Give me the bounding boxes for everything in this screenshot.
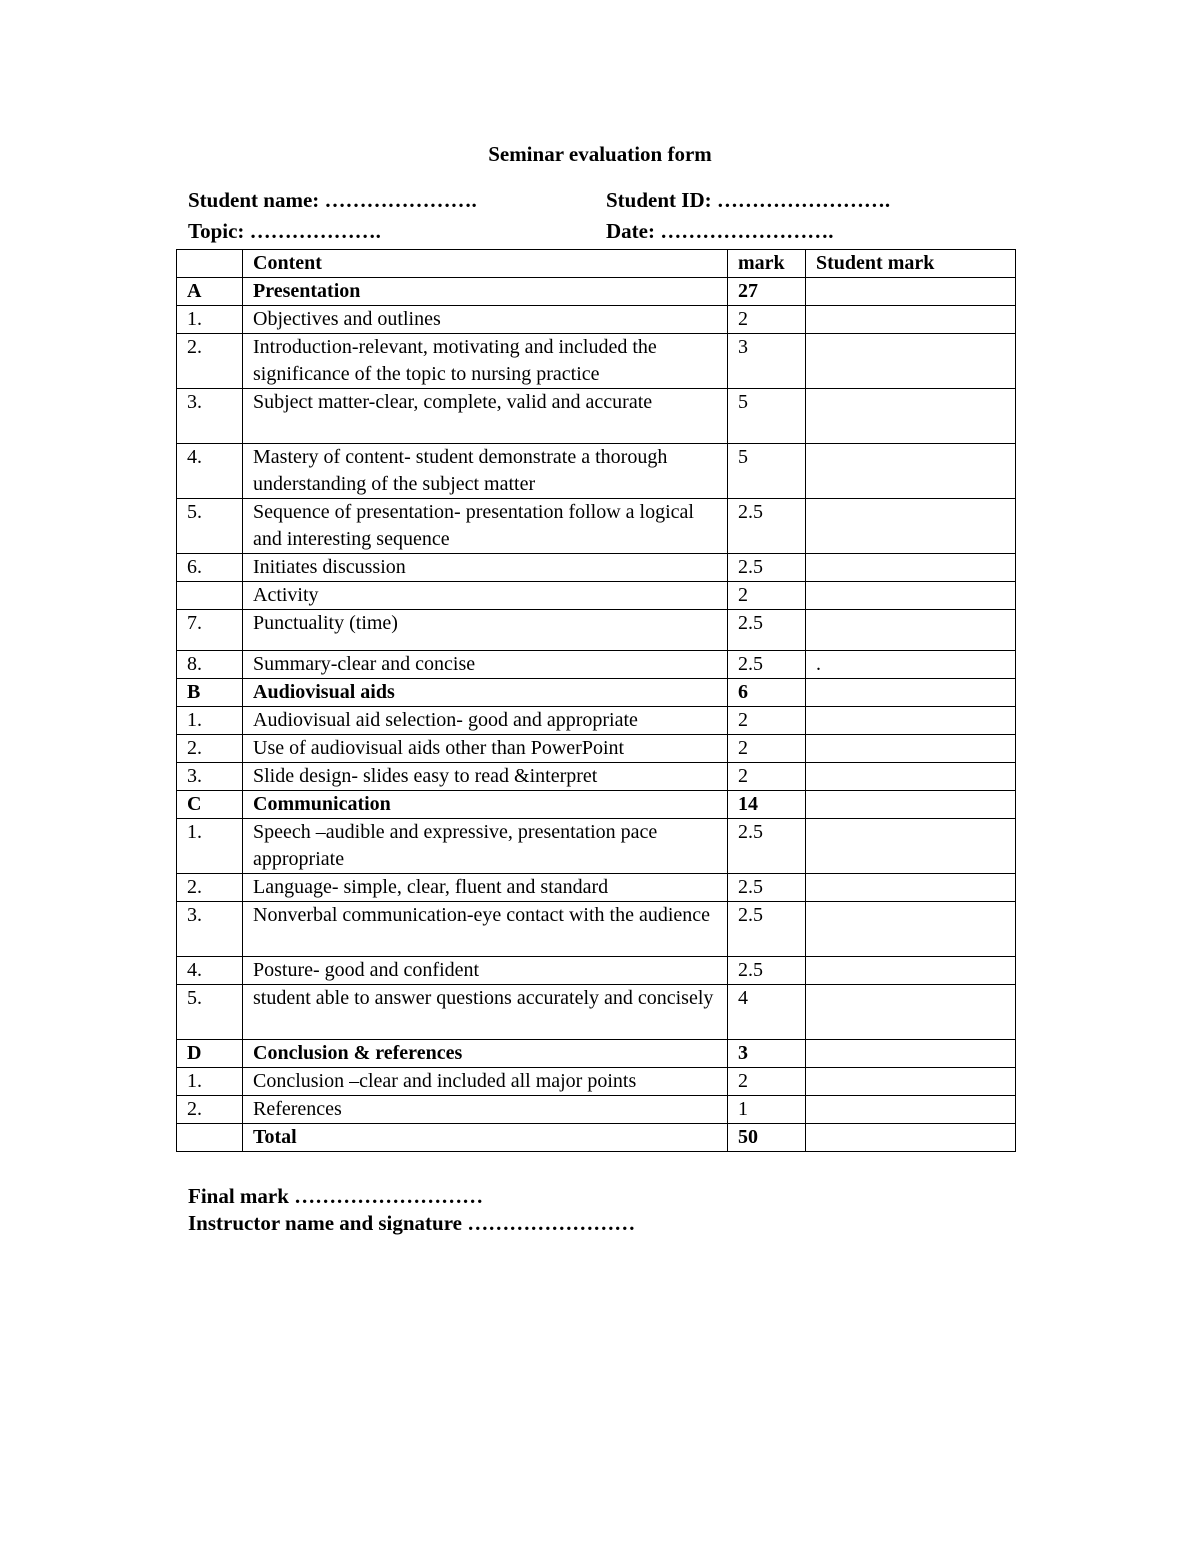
row-student-mark[interactable]	[806, 610, 1016, 651]
row-content: Activity	[243, 582, 728, 610]
table-row	[177, 610, 1016, 651]
row-mark: 27	[728, 278, 806, 306]
row-content: Language- simple, clear, fluent and standard	[243, 874, 728, 902]
student-name-field: Student name: ………………….	[188, 188, 477, 212]
row-content: Presentation	[243, 278, 728, 306]
row-mark: 2.5	[728, 610, 806, 651]
row-student-mark[interactable]	[806, 306, 1016, 334]
row-student-mark[interactable]	[806, 1040, 1016, 1068]
row-content: student able to answer questions accurately and concisely	[243, 985, 728, 1040]
table-row	[177, 582, 1016, 610]
table-row	[177, 791, 1016, 819]
row-content: Nonverbal communication-eye contact with the audience	[243, 902, 728, 957]
row-mark: 4	[728, 985, 806, 1040]
header-student-mark: Student mark	[806, 250, 1016, 278]
row-number: 3.	[177, 389, 243, 444]
table-row	[177, 1096, 1016, 1124]
row-content: Communication	[243, 791, 728, 819]
row-mark: 2	[728, 735, 806, 763]
table-row	[177, 763, 1016, 791]
row-mark: 14	[728, 791, 806, 819]
row-content: Total	[243, 1124, 728, 1152]
row-mark: 5	[728, 389, 806, 444]
row-student-mark[interactable]	[806, 902, 1016, 957]
table-row	[177, 735, 1016, 763]
row-number: 1.	[177, 707, 243, 735]
row-student-mark[interactable]	[806, 334, 1016, 389]
row-student-mark[interactable]	[806, 763, 1016, 791]
table-row	[177, 1068, 1016, 1096]
table-row	[177, 707, 1016, 735]
row-student-mark[interactable]	[806, 499, 1016, 554]
row-number	[177, 1124, 243, 1152]
row-number: 5.	[177, 499, 243, 554]
row-number	[177, 582, 243, 610]
row-content: Use of audiovisual aids other than PowerPoint	[243, 735, 728, 763]
row-mark: 5	[728, 444, 806, 499]
row-content: Conclusion –clear and included all major points	[243, 1068, 728, 1096]
table-row	[177, 819, 1016, 874]
row-student-mark[interactable]	[806, 278, 1016, 306]
row-mark: 2.5	[728, 819, 806, 874]
row-student-mark[interactable]	[806, 1124, 1016, 1152]
row-content: Sequence of presentation- presentation follow a logical and interesting sequence	[243, 499, 728, 554]
row-content: Mastery of content- student demonstrate a thorough understanding of the subject matter	[243, 444, 728, 499]
table-row	[177, 306, 1016, 334]
table-row	[177, 389, 1016, 444]
row-mark: 2	[728, 1068, 806, 1096]
row-number: 4.	[177, 957, 243, 985]
row-number: 2.	[177, 874, 243, 902]
topic-field: Topic: ……………….	[188, 219, 381, 243]
row-number: 1.	[177, 1068, 243, 1096]
header-content: Content	[243, 250, 728, 278]
table-header-row	[177, 250, 1016, 278]
table-row	[177, 874, 1016, 902]
row-student-mark[interactable]	[806, 679, 1016, 707]
table-row	[177, 957, 1016, 985]
row-number: A	[177, 278, 243, 306]
row-student-mark[interactable]	[806, 1068, 1016, 1096]
row-content: Initiates discussion	[243, 554, 728, 582]
row-number: 7.	[177, 610, 243, 651]
table-row	[177, 985, 1016, 1040]
row-number: 2.	[177, 735, 243, 763]
row-mark: 3	[728, 334, 806, 389]
row-student-mark[interactable]	[806, 957, 1016, 985]
table-row	[177, 651, 1016, 679]
date-field: Date: …………………….	[606, 219, 834, 243]
table-row	[177, 334, 1016, 389]
row-content: Slide design- slides easy to read &interpret	[243, 763, 728, 791]
row-content: References	[243, 1096, 728, 1124]
table-row	[177, 902, 1016, 957]
row-mark: 2	[728, 582, 806, 610]
row-student-mark[interactable]	[806, 389, 1016, 444]
header-mark: mark	[728, 250, 806, 278]
row-mark: 2.5	[728, 874, 806, 902]
row-number: D	[177, 1040, 243, 1068]
row-student-mark[interactable]	[806, 985, 1016, 1040]
table-row	[177, 499, 1016, 554]
table-row	[177, 1040, 1016, 1068]
row-mark: 2	[728, 763, 806, 791]
row-content: Speech –audible and expressive, presentation pace appropriate	[243, 819, 728, 874]
row-mark: 6	[728, 679, 806, 707]
row-mark: 2	[728, 306, 806, 334]
row-mark: 50	[728, 1124, 806, 1152]
row-number: 3.	[177, 902, 243, 957]
row-mark: 2.5	[728, 499, 806, 554]
row-student-mark[interactable]	[806, 1096, 1016, 1124]
row-mark: 2.5	[728, 554, 806, 582]
table-row	[177, 444, 1016, 499]
table-row	[177, 679, 1016, 707]
table-row	[177, 554, 1016, 582]
final-mark-line: Final mark ………………………	[188, 1184, 484, 1208]
table-row	[177, 1124, 1016, 1152]
instructor-signature-line: Instructor name and signature ……………………	[188, 1211, 636, 1235]
row-student-mark[interactable]	[806, 819, 1016, 874]
row-mark: 3	[728, 1040, 806, 1068]
row-content: Posture- good and confident	[243, 957, 728, 985]
row-student-mark[interactable]	[806, 791, 1016, 819]
row-student-mark[interactable]	[806, 554, 1016, 582]
row-content: Conclusion & references	[243, 1040, 728, 1068]
row-number: 2.	[177, 1096, 243, 1124]
row-student-mark[interactable]	[806, 735, 1016, 763]
row-number: B	[177, 679, 243, 707]
row-mark: 1	[728, 1096, 806, 1124]
row-student-mark[interactable]	[806, 874, 1016, 902]
row-number: 8.	[177, 651, 243, 679]
row-content: Subject matter-clear, complete, valid and accurate	[243, 389, 728, 444]
row-mark: 2.5	[728, 957, 806, 985]
row-student-mark[interactable]: .	[806, 651, 1016, 679]
row-content: Objectives and outlines	[243, 306, 728, 334]
row-number: 5.	[177, 985, 243, 1040]
row-student-mark[interactable]	[806, 582, 1016, 610]
row-number: 2.	[177, 334, 243, 389]
evaluation-table	[176, 249, 1016, 1152]
row-number: 1.	[177, 819, 243, 874]
row-number: 6.	[177, 554, 243, 582]
row-content: Audiovisual aid selection- good and appropriate	[243, 707, 728, 735]
row-mark: 2.5	[728, 902, 806, 957]
page-title: Seminar evaluation form	[488, 142, 712, 166]
row-number: 3.	[177, 763, 243, 791]
row-content: Punctuality (time)	[243, 610, 728, 651]
row-content: Introduction-relevant, motivating and included the significance of the topic to nursing practice	[243, 334, 728, 389]
row-number: 1.	[177, 306, 243, 334]
row-content: Summary-clear and concise	[243, 651, 728, 679]
row-number: 4.	[177, 444, 243, 499]
row-student-mark[interactable]	[806, 707, 1016, 735]
row-student-mark[interactable]	[806, 444, 1016, 499]
row-mark: 2	[728, 707, 806, 735]
row-number: C	[177, 791, 243, 819]
student-id-field: Student ID: …………………….	[606, 188, 891, 212]
header-num	[177, 250, 243, 278]
table-row	[177, 278, 1016, 306]
row-mark: 2.5	[728, 651, 806, 679]
row-content: Audiovisual aids	[243, 679, 728, 707]
